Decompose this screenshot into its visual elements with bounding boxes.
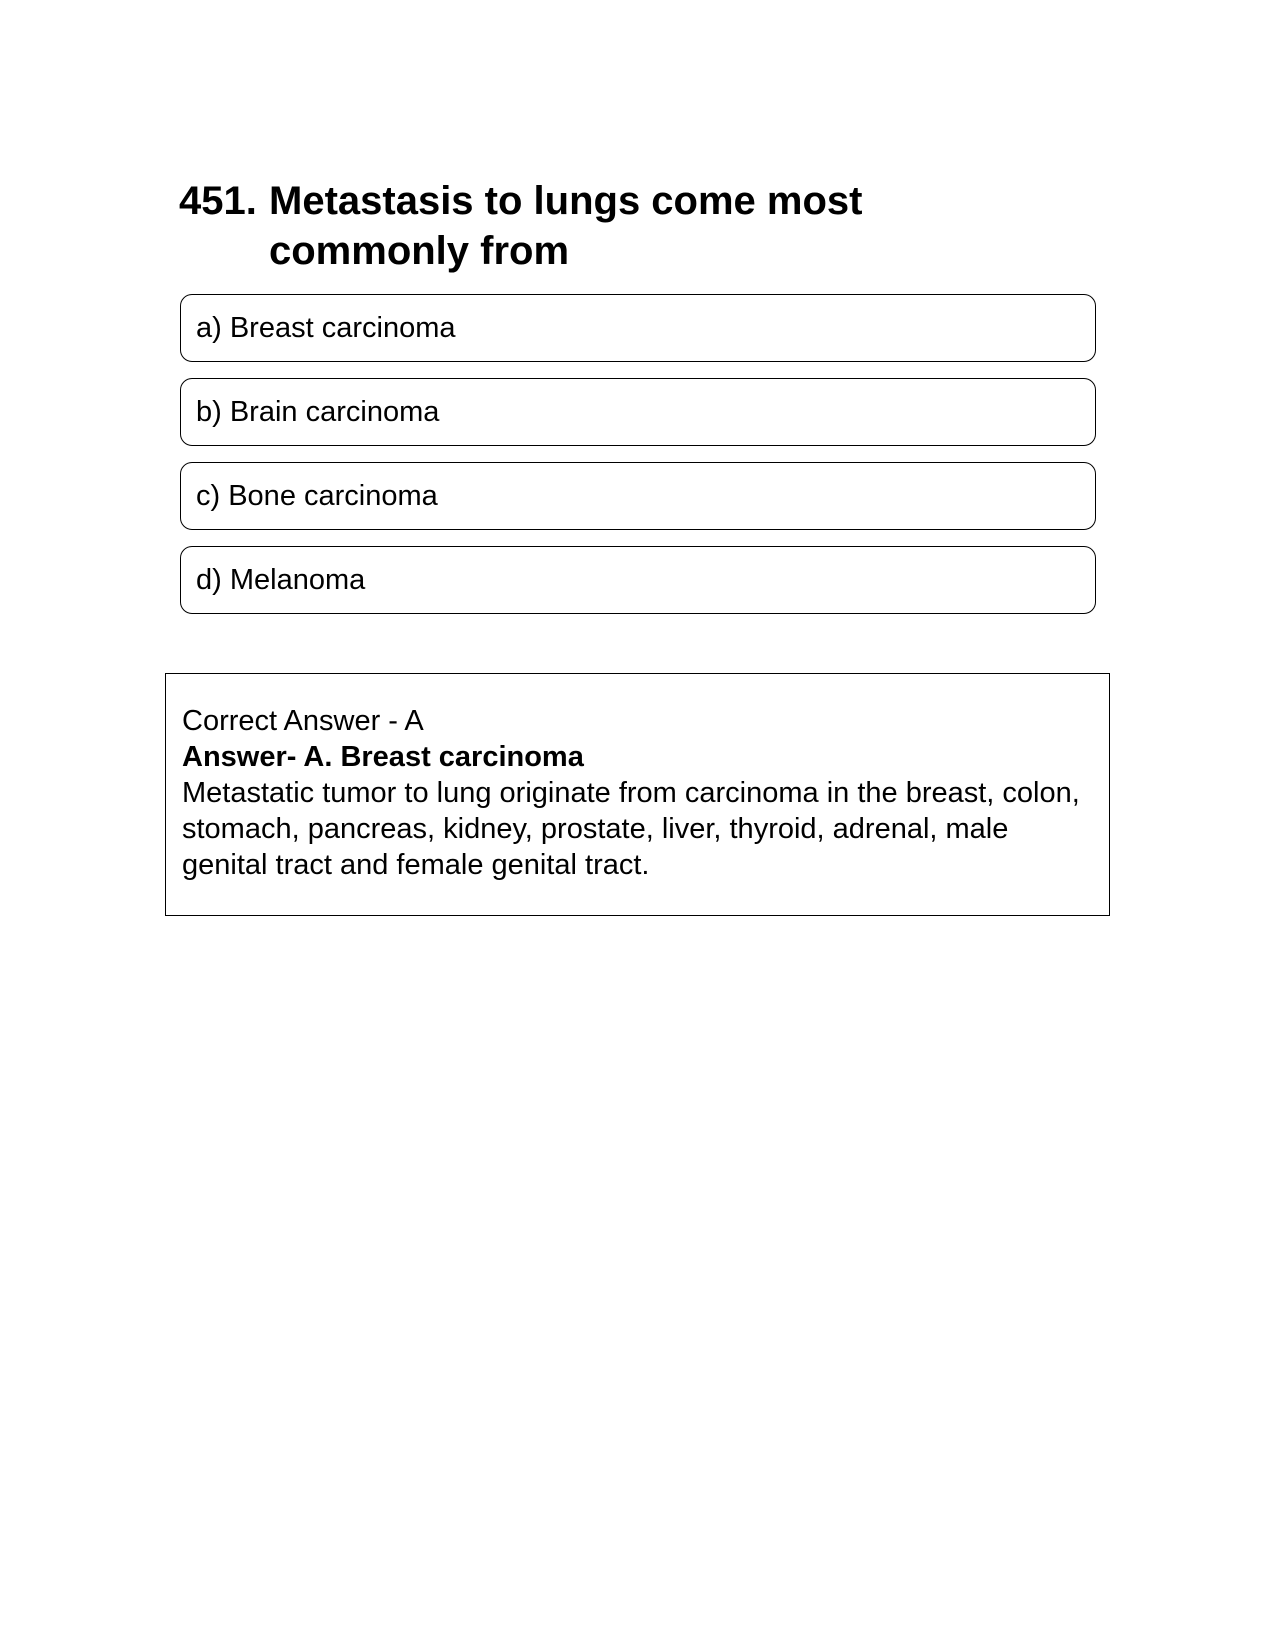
question-text: Metastasis to lungs come most commonly from bbox=[269, 179, 863, 273]
answer-explanation: Metastatic tumor to lung originate from carcinoma in the breast, colon, stomach, pancreas, kidney, prostate, liver, thyroid, adrenal, male genital tract and female genital tract. bbox=[182, 777, 1080, 881]
option-a[interactable]: a) Breast carcinoma bbox=[180, 294, 1096, 362]
question-number: 451. bbox=[179, 179, 257, 223]
options-list bbox=[180, 294, 1096, 630]
question-heading bbox=[179, 176, 939, 276]
option-b[interactable]: b) Brain carcinoma bbox=[180, 378, 1096, 446]
option-d[interactable]: d) Melanoma bbox=[180, 546, 1096, 614]
answer-heading: Answer- A. Breast carcinoma bbox=[182, 741, 584, 773]
correct-answer: Correct Answer - A bbox=[182, 705, 424, 737]
option-c[interactable]: c) Bone carcinoma bbox=[180, 462, 1096, 530]
answer-box bbox=[165, 673, 1110, 916]
